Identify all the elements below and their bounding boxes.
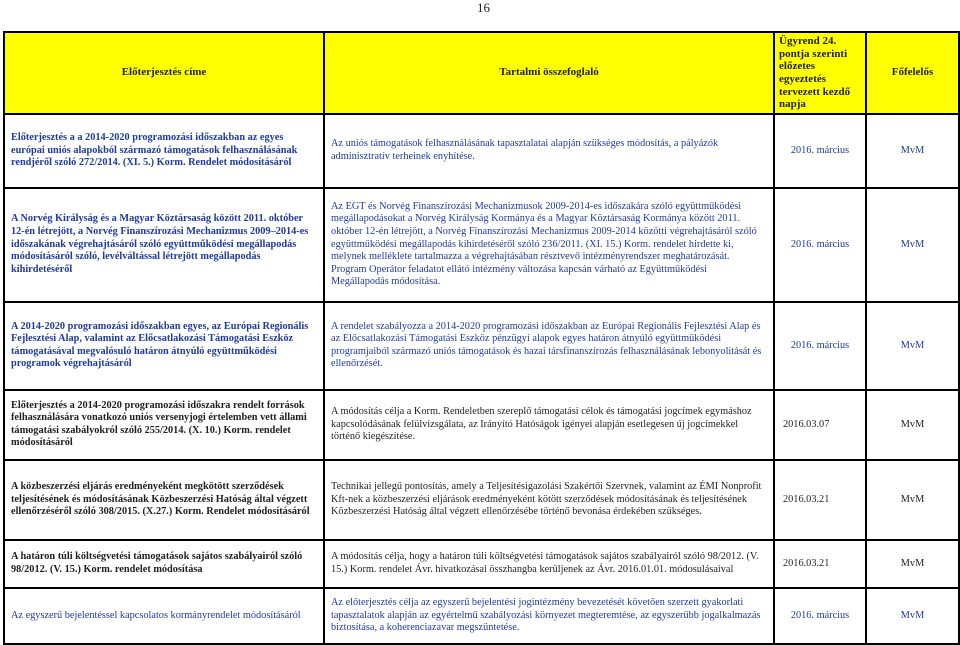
row-deadline: 2016. március [774, 588, 866, 644]
table-row [4, 302, 959, 390]
row-owner: MvM [866, 302, 959, 390]
row-summary: Az EGT és Norvég Finanszírozási Mechanizmusok 2009-2014-es időszakára szóló együttműködési megállapodásokat a Norvég Királyság Kormánya és a Magyar Köztársaság Kormánya között 2011. október 12-én létrejött, a Norvég Finanszírozási Mechanizmus 2009-2014 közötti végrehajtásáról szóló együttműködési megállapodás kihirdetéséről szóló 236/2011. (XI. 15.) Korm. rendelet hirdette ki, melynek melléklete tartalmazza a végrehajtásában résztvevő intézményrendszer meghatározását. Program Operátor feladatot ellátó intézmény változása kapcsán várható az Együttműködési Megállapodás módosítása. [324, 188, 774, 302]
row-summary: A módosítás célja a Korm. Rendeletben szereplő támogatási célok és támogatási jogcímek egymáshoz kapcsolódásának felülvizsgálata, az Irányító Hatóságok igényei alapján esetlegesen új jogcímekkel történő kiegészítése. [324, 390, 774, 460]
row-deadline: 2016.03.21 [774, 540, 866, 588]
row-deadline: 2016.03.21 [774, 460, 866, 540]
row-deadline: 2016. március [774, 302, 866, 390]
table-row [4, 588, 959, 644]
table-row [4, 188, 959, 302]
table-row [4, 390, 959, 460]
row-summary: Az előterjesztés célja az egyszerű bejelentési jogintézmény bevezetését követően szerzett gyakorlati tapasztalatok alapján az egyértelmű szabályozási környezet megteremtése, az egyszerűbb jogalkalmazás biztosítása, a koherenciazavar megszüntetése. [324, 588, 774, 644]
row-title: A Norvég Királyság és a Magyar Köztársaság között 2011. október 12-én létrejött, a Norvég Finanszírozási Mechanizmus 2009–2014-es időszakának végrehajtásáról szóló együttműködési megállapodás módosításáról szóló, levélváltással létrejött megállapodás kihirdetéséről [4, 188, 324, 302]
row-deadline: 2016. március [774, 114, 866, 188]
page-number: 16 [477, 0, 490, 15]
row-deadline: 2016. március [774, 188, 866, 302]
table-row [4, 114, 959, 188]
row-owner: MvM [866, 588, 959, 644]
row-title: Az egyszerű bejelentéssel kapcsolatos kormányrendelet módosításáról [4, 588, 324, 644]
header-summary: Tartalmi összefoglaló [324, 32, 774, 114]
table-header-row [4, 32, 959, 114]
row-title: A 2014-2020 programozási időszakban egyes, az Európai Regionális Fejlesztési Alap, valamint az Előcsatlakozási Támogatási Eszköz támogatásával megvalósuló határon átnyúló együttműködési programok végrehajtásáról [4, 302, 324, 390]
row-summary: Az uniós támogatások felhasználásának tapasztalatai alapján szükséges módosítás, a pályázók adminisztratív terheinek enyhítése. [324, 114, 774, 188]
row-summary: Technikai jellegű pontosítás, amely a Teljesítésigazolási Szakértői Szervnek, valamint az ÉMI Nonprofit Kft-nek a közbeszerzési eljárások eredményeként kötött szerződések módosításának és teljesítésének Közbeszerzési Hatóság által végzett ellenőrzésébe történő bevonása érdekében szükséges. [324, 460, 774, 540]
header-deadline: Ügyrend 24. pontja szerinti előzetes egyeztetés tervezett kezdő napja [774, 32, 866, 114]
row-owner: MvM [866, 540, 959, 588]
row-owner: MvM [866, 390, 959, 460]
table-row [4, 460, 959, 540]
row-title: A közbeszerzési eljárás eredményeként megkötött szerződések teljesítésének és módosításának Közbeszerzési Hatóság által végzett ellenőrzéséről szóló 308/2015. (X.27.) Korm. Rendelet módosításáról [4, 460, 324, 540]
row-summary: A rendelet szabályozza a 2014-2020 programozási időszakban az Európai Regionális Fejlesztési Alap és az Előcsatlakozási Támogatási Eszköz pénzügyi alapok egyes határon átnyúló együttműködési programjaiból származó uniós támogatások és hazai társfinanszírozás felhasználásának lebonyolítását és ellenőrzését. [324, 302, 774, 390]
row-title: A határon túli költségvetési támogatások sajátos szabályairól szóló 98/2012. (V. 15.) Korm. rendelet módosítása [4, 540, 324, 588]
row-owner: MvM [866, 114, 959, 188]
header-title: Előterjesztés címe [4, 32, 324, 114]
row-deadline: 2016.03.07 [774, 390, 866, 460]
row-owner: MvM [866, 188, 959, 302]
table-row [4, 540, 959, 588]
agenda-table [3, 31, 960, 645]
row-summary: A módosítás célja, hogy a határon túli költségvetési támogatások sajátos szabályairól szóló 98/2012. (V. 15.) Korm. rendelet Ávr. hivatkozásai összhangba kerüljenek az Ávr. 2016.01.01. módosulásaival [324, 540, 774, 588]
row-owner: MvM [866, 460, 959, 540]
row-title: Előterjesztés a 2014-2020 programozási időszakra rendelt források felhasználására vonatkozó uniós versenyjogi értelemben vett állami támogatási szabályokról szóló 255/2014. (X. 10.) Korm. rendelet módosításáról [4, 390, 324, 460]
header-owner: Főfelelős [866, 32, 959, 114]
row-title: Előterjesztés a a 2014-2020 programozási időszakban az egyes európai uniós alapokból származó támogatások felhasználásának rendjéről szóló 272/2014. (XI. 5.) Korm. Rendelet módosításáról [4, 114, 324, 188]
